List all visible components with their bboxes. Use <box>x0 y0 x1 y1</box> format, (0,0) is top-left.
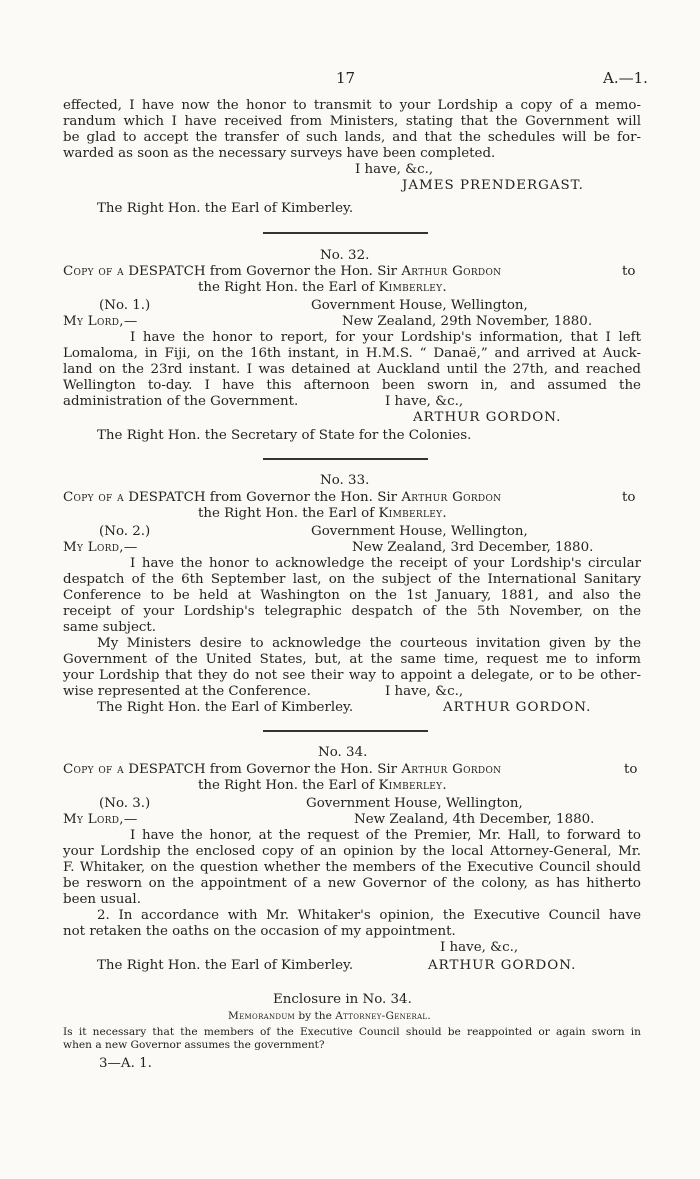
body-line: I have the honor to acknowledge the receipt of your Lordship's circular <box>130 556 641 571</box>
closing: I have, &c., <box>385 394 464 409</box>
body-line: I have the honor, at the request of the Premier, Mr. Hall, to forward to <box>130 828 641 843</box>
despatch-place: Government House, Wellington, <box>311 298 528 313</box>
salutation: My Lord,— <box>63 812 138 827</box>
section-divider <box>263 458 428 460</box>
addressee: The Right Hon. the Earl of Kimberley. <box>97 700 354 715</box>
despatch-number: No. 33. <box>320 473 370 488</box>
salutation: My Lord,— <box>63 314 138 329</box>
despatch-heading <box>63 762 501 778</box>
body-line: administration of the Government. <box>63 394 299 409</box>
despatch-word: DESPATCH <box>128 490 206 505</box>
body-line: Lomaloma, in Fiji, on the 16th instant, in H.M.S. “ Danaë,” and arrived at Auck- <box>63 346 641 361</box>
body-line: land on the 23rd instant. I was detained at Auckland until the 27th, and reached <box>63 362 641 377</box>
body-line: Government of the United States, but, at the same time, request me to inform <box>63 652 641 667</box>
despatch-date: New Zealand, 4th December, 1880. <box>354 812 595 827</box>
governor-name: Arthur Gordon <box>401 490 502 505</box>
from-text: from Governor the Hon. Sir <box>209 490 398 505</box>
page-number: 17 <box>336 69 356 87</box>
from-text: from Governor the Hon. Sir <box>209 264 398 279</box>
enclosure-title: Enclosure in No. 34. <box>273 992 412 1007</box>
despatch-number: No. 34. <box>318 745 368 760</box>
section-divider <box>263 232 428 234</box>
despatch-word: DESPATCH <box>128 264 206 279</box>
signature: ARTHUR GORDON. <box>413 410 562 425</box>
body-line: your Lordship the enclosed copy of an opinion by the local Attorney-General, Mr. <box>63 844 641 859</box>
memo-author: Attorney-General. <box>335 1010 432 1022</box>
recipient-name: Kimberley. <box>378 778 447 793</box>
salutation: My Lord,— <box>63 540 138 555</box>
body-line: same subject. <box>63 620 157 635</box>
body-line: despatch of the 6th September last, on the subject of the International Sanitary <box>63 572 641 587</box>
to-word: to <box>622 264 636 279</box>
signature: ARTHUR GORDON. <box>428 958 577 973</box>
despatch-serial: (No. 1.) <box>99 298 151 313</box>
copy-of-label: Copy of a <box>63 762 124 777</box>
memo-prefix: Memorandum <box>228 1010 295 1022</box>
despatch-date: New Zealand, 29th November, 1880. <box>342 314 593 329</box>
signature-mark: 3—A. 1. <box>99 1056 152 1071</box>
to-prefix: the Right Hon. the Earl of <box>198 280 375 295</box>
question-line: Is it necessary that the members of the Executive Council should be reappointed or again sworn in <box>63 1026 641 1038</box>
signature: ARTHUR GORDON. <box>443 700 592 715</box>
memo-by: by the <box>298 1010 332 1022</box>
body-line: My Ministers desire to acknowledge the courteous invitation given by the <box>97 636 641 651</box>
copy-of-label: Copy of a <box>63 264 124 279</box>
question-line: when a new Governor assumes the government? <box>63 1039 325 1051</box>
body-line: receipt of your Lordship's telegraphic despatch of the 5th November, on the <box>63 604 641 619</box>
addressee: The Right Hon. the Earl of Kimberley. <box>97 958 354 973</box>
to-prefix: the Right Hon. the Earl of <box>198 778 375 793</box>
governor-name: Arthur Gordon <box>401 762 502 777</box>
intro-line: effected, I have now the honor to transmit to your Lordship a copy of a memo- <box>63 98 641 113</box>
despatch-heading <box>63 264 501 280</box>
to-prefix: the Right Hon. the Earl of <box>198 506 375 521</box>
despatch-place: Government House, Wellington, <box>311 524 528 539</box>
body-line: not retaken the oaths on the occasion of my appointment. <box>63 924 456 939</box>
copy-of-label: Copy of a <box>63 490 124 505</box>
body-line: 2. In accordance with Mr. Whitaker's opinion, the Executive Council have <box>97 908 641 923</box>
despatch-word: DESPATCH <box>128 762 206 777</box>
body-line: Conference to be held at Washington on the 1st January, 1881, and also the <box>63 588 641 603</box>
to-word: to <box>622 490 636 505</box>
from-text: from Governor the Hon. Sir <box>209 762 398 777</box>
addressee: The Right Hon. the Secretary of State for the Colonies. <box>97 428 472 443</box>
document-reference: A.—1. <box>603 69 648 87</box>
intro-line: be glad to accept the transfer of such lands, and that the schedules will be for- <box>63 130 641 145</box>
despatch-date: New Zealand, 3rd December, 1880. <box>352 540 594 555</box>
to-word: to <box>624 762 638 777</box>
recipient-line <box>198 280 447 296</box>
despatch-serial: (No. 3.) <box>99 796 151 811</box>
recipient-name: Kimberley. <box>378 280 447 295</box>
recipient-line <box>198 778 447 794</box>
despatch-place: Government House, Wellington, <box>306 796 523 811</box>
memorandum-heading <box>228 1010 431 1023</box>
body-line: be resworn on the appointment of a new Governor of the colony, as has hitherto <box>63 876 641 891</box>
intro-line: warded as soon as the necessary surveys have been completed. <box>63 146 496 161</box>
governor-name: Arthur Gordon <box>401 264 502 279</box>
addressee: The Right Hon. the Earl of Kimberley. <box>97 201 354 216</box>
body-line: F. Whitaker, on the question whether the members of the Executive Council should <box>63 860 641 875</box>
closing: I have, &c., <box>440 940 519 955</box>
recipient-line <box>198 506 447 522</box>
despatch-serial: (No. 2.) <box>99 524 151 539</box>
closing: I have, &c., <box>385 684 464 699</box>
intro-line: randum which I have received from Ministers, stating that the Government will <box>63 114 641 129</box>
body-line: wise represented at the Conference. <box>63 684 311 699</box>
section-divider <box>263 730 428 732</box>
body-line: been usual. <box>63 892 141 907</box>
despatch-heading <box>63 490 501 506</box>
closing: I have, &c., <box>355 162 434 177</box>
body-line: your Lordship that they do not see their way to appoint a delegate, or to be other- <box>63 668 641 683</box>
body-line: Wellington to-day. I have this afternoon been sworn in, and assumed the <box>63 378 641 393</box>
despatch-number: No. 32. <box>320 248 370 263</box>
signature: JAMES PRENDERGAST. <box>402 178 584 193</box>
body-line: I have the honor to report, for your Lordship's information, that I left <box>130 330 641 345</box>
recipient-name: Kimberley. <box>378 506 447 521</box>
